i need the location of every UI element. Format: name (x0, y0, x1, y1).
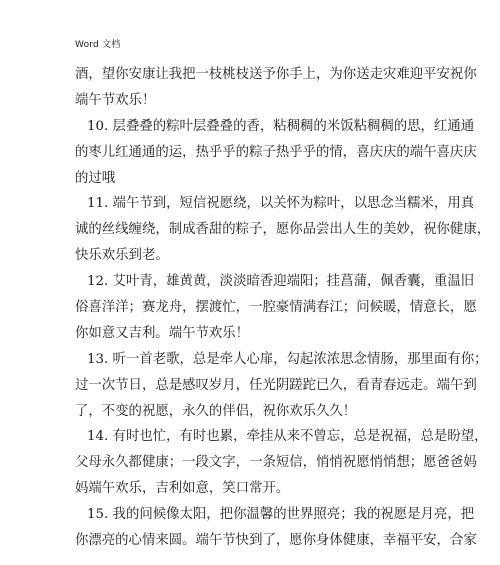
text-line: 13. 听一首老歌，总是牵人心扉，勾起浓浓思念情肠，那里面有你； (87, 351, 488, 367)
text-line: 的枣儿红通通的运，热乎乎的粽子热乎乎的情，喜庆庆的端午喜庆庆 (75, 144, 477, 160)
text-line: 11. 端午节到，短信祝愿绕，以关怀为粽叶，以思念当糯米，用真 (87, 196, 475, 212)
text-line: 俗喜洋洋；赛龙舟，摆渡忙，一腔豪情满春江；问候暖，情意长，愿 (75, 300, 477, 316)
text-line: 的过哦 (75, 170, 116, 186)
text-line: 了，不变的祝愿，永久的伴侣，祝你欢乐久久！ (75, 403, 357, 419)
text-line: 妈端午欢乐，吉利如意，笑口常开。 (75, 481, 290, 497)
document-body (75, 62, 491, 554)
text-line: 过一次节日，总是感叹岁月，任光阴蹉跎已久，看青春远走。端午到 (75, 377, 477, 393)
text-line: 10. 层叠叠的粽叶层叠叠的香，粘稠稠的米饭粘稠稠的思，红通通 (87, 118, 475, 134)
text-line: 你漂亮的心情来圆。端午节快到了，愿你身体健康，幸福平安，合家 (75, 533, 477, 549)
page-header: Word 文档 (75, 40, 121, 50)
text-line: 父母永久都健康；一段文字，一条短信，悄悄祝愿悄悄想；愿爸爸妈 (75, 455, 477, 471)
text-line: 酒，望你安康让我把一枝桃枝送予你手上，为你送走灾难迎平安祝你 (75, 67, 477, 82)
text-line: 15. 我的问候像太阳，把你温馨的世界照亮；我的祝愿是月亮，把 (87, 507, 475, 523)
text-line: 端午节欢乐！ (75, 92, 156, 108)
text-line: 12. 艾叶青，雄黄黄，淡淡暗香迎端阳；挂菖蒲，佩香囊，重温旧 (87, 274, 475, 290)
text-line: 快乐欢乐到老。 (75, 248, 169, 264)
text-line: 14. 有时也忙，有时也累，牵挂从来不曾忘，总是祝福，总是盼望， (87, 429, 488, 445)
text-line: 你如意又吉利。端午节欢乐！ (75, 325, 250, 341)
text-line: 诚的丝线缠绕，制成香甜的粽子，愿你品尝出人生的美妙，祝你健康， (75, 222, 491, 238)
